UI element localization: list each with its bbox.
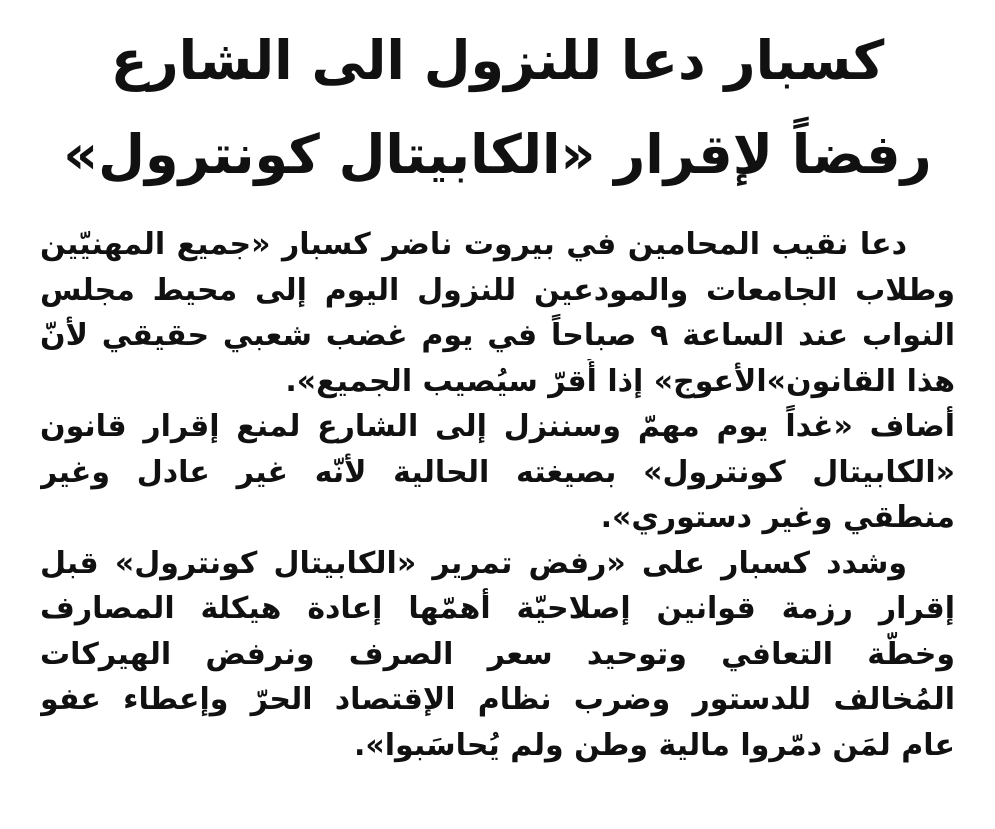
article-headline	[40, 14, 955, 202]
body-line: المُخالف للدستور وضرب نظام الإقتصاد الحرّ وإعطاء عفو	[40, 682, 955, 717]
body-line: أضاف «غداً يوم مهمّ وسننزل إلى الشارع لمنع إقرار قانون	[40, 409, 955, 444]
body-line: وشدد كسبار على «رفض تمرير «الكابيتال كونترول» قبل	[40, 545, 907, 581]
body-line: «الكابيتال كونترول» بصيغته الحالية لأنّه غير عادل وغير	[40, 454, 955, 490]
body-line: دعا نقيب المحامين في بيروت ناضر كسبار «جميع المهنيّين	[40, 227, 907, 262]
body-line: هذا القانون»الأعوج» إذا أُقرّ سيُصيب الجميع».	[285, 363, 955, 399]
body-line: عام لمَن دمّروا مالية وطن ولم يُحاسَبوا».	[354, 727, 955, 763]
article-body	[40, 222, 955, 768]
headline-line-1: كسبار دعا للنزول الى الشارع	[110, 29, 885, 92]
body-line: النواب عند الساعة ٩ صباحاً في يوم غضب شعبي حقيقي لأنّ	[40, 318, 955, 353]
body-line: منطقي وغير دستوري».	[600, 500, 955, 535]
body-line: وطلاب الجامعات والمودعين للنزول اليوم إلى محيط مجلس	[40, 272, 955, 308]
body-line: إقرار رزمة قوانين إصلاحيّة أهمّها إعادة هيكلة المصارف	[40, 591, 955, 626]
body-line: وخطّة التعافي وتوحيد سعر الصرف ونرفض الهيركات	[40, 636, 955, 672]
headline-line-2: رفضاً لإقرار «الكابيتال كونترول»	[63, 123, 932, 186]
